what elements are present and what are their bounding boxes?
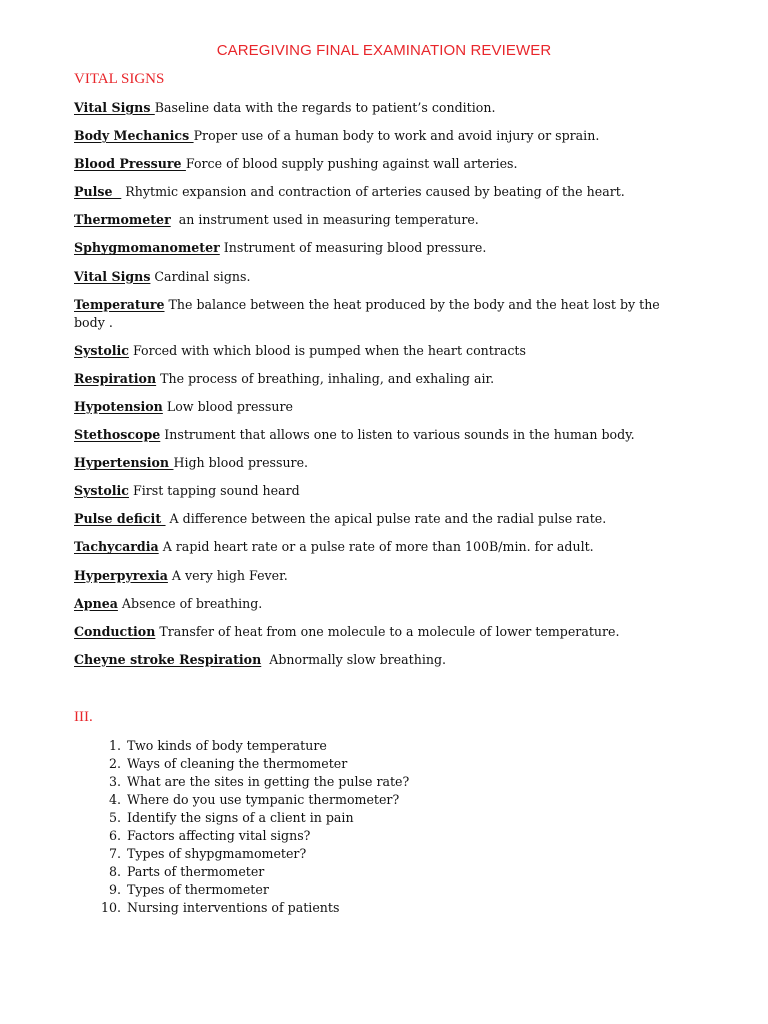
section-heading-vital-signs: VITAL SIGNS xyxy=(74,71,165,87)
definition-entry xyxy=(74,127,694,145)
question-text: Identify the signs of a client in pain xyxy=(127,810,354,825)
definition-text: The process of breathing, inhaling, and exhaling air. xyxy=(156,370,495,386)
question-item xyxy=(95,809,409,827)
question-text: Parts of thermometer xyxy=(127,864,265,879)
question-text: Nursing interventions of patients xyxy=(127,900,340,915)
definition-text: A very high Fever. xyxy=(167,567,288,583)
definition-entry xyxy=(74,239,694,257)
definition-term: Vital Signs xyxy=(74,100,155,115)
definition-text: A rapid heart rate or a pulse rate of more than 100B/min. for adult. xyxy=(158,539,594,555)
question-item xyxy=(95,881,409,899)
definition-term: Hypertension xyxy=(74,455,174,471)
definition-term: Stethoscope xyxy=(74,427,161,443)
definition-term: Respiration xyxy=(74,370,157,386)
questions-list xyxy=(95,737,409,917)
definition-text: Instrument of measuring blood pressure. xyxy=(219,240,487,256)
definition-text: Baseline data with the regards to patient’s condition. xyxy=(154,100,496,115)
definition-term: Apnea xyxy=(74,595,118,611)
definition-text: The balance between the heat produced by the body and the heat lost by the body . xyxy=(74,296,664,330)
definition-term: Sphygmomanometer xyxy=(74,240,220,256)
question-item xyxy=(95,845,409,863)
definition-text: Instrument that allows one to listen to various sounds in the human body. xyxy=(160,427,635,443)
definition-text: Absence of breathing. xyxy=(117,595,263,611)
definition-text: Low blood pressure xyxy=(162,398,293,414)
definition-entry xyxy=(74,99,694,117)
definition-text: Transfer of heat from one molecule to a molecule of lower temperature. xyxy=(155,623,620,639)
question-number: 1. xyxy=(108,738,121,753)
definition-term: Body Mechanics xyxy=(74,128,194,144)
definition-entry xyxy=(74,567,694,585)
definition-term: Hypotension xyxy=(74,398,163,414)
definition-entry xyxy=(74,342,694,360)
question-number: 4. xyxy=(108,792,121,807)
definition-entry xyxy=(74,454,694,472)
question-item xyxy=(95,773,409,791)
question-text: Factors affecting vital signs? xyxy=(127,828,311,843)
definition-entry xyxy=(74,183,694,201)
definition-term: Tachycardia xyxy=(74,539,159,555)
document-title: CAREGIVING FINAL EXAMINATION REVIEWER xyxy=(216,42,552,59)
definition-term: Systolic xyxy=(74,342,129,358)
definition-term: Pulse deficit xyxy=(74,511,166,527)
definition-term: Conduction xyxy=(74,623,156,639)
definitions-list xyxy=(74,99,694,679)
question-item xyxy=(95,737,409,755)
definition-text: High blood pressure. xyxy=(173,455,309,471)
definition-term: Cheyne stroke Respiration xyxy=(74,651,262,667)
definition-term: Blood Pressure xyxy=(74,156,186,172)
section-heading-iii: III. xyxy=(74,709,93,725)
definition-term: Temperature xyxy=(74,296,165,312)
definition-entry xyxy=(74,595,694,613)
definition-text: Proper use of a human body to work and avoid injury or sprain. xyxy=(193,128,600,144)
question-number: 7. xyxy=(108,846,121,861)
definition-term: Systolic xyxy=(74,483,129,499)
definition-text: Force of blood supply pushing against wall arteries. xyxy=(185,156,518,172)
question-text: Ways of cleaning the thermometer xyxy=(127,756,348,771)
question-number: 8. xyxy=(108,864,121,879)
definition-entry xyxy=(74,296,694,332)
definition-text: Rhytmic expansion and contraction of arteries caused by beating of the heart. xyxy=(121,184,625,200)
definition-term: Hyperpyrexia xyxy=(74,567,168,583)
definition-entry xyxy=(74,510,694,528)
question-number: 9. xyxy=(108,882,121,897)
question-text: Two kinds of body temperature xyxy=(127,738,327,753)
question-number: 5. xyxy=(108,810,121,825)
question-item xyxy=(95,827,409,845)
question-text: Types of shypgmamometer? xyxy=(127,846,307,861)
question-number: 6. xyxy=(108,828,121,843)
definition-entry xyxy=(74,482,694,500)
definition-term: Thermometer xyxy=(74,212,171,228)
definition-entry xyxy=(74,155,694,173)
question-item xyxy=(95,755,409,773)
definition-text: Abnormally slow breathing. xyxy=(261,651,447,667)
definition-entry xyxy=(74,651,694,669)
question-text: Where do you use tympanic thermometer? xyxy=(127,792,400,807)
definition-entry xyxy=(74,211,694,229)
definition-entry xyxy=(74,426,694,444)
question-number: 10. xyxy=(100,900,121,915)
definition-text: Forced with which blood is pumped when the heart contracts xyxy=(128,342,526,358)
definition-entry xyxy=(74,268,694,286)
question-item xyxy=(95,863,409,881)
definition-entry xyxy=(74,623,694,641)
definition-term: Vital Signs xyxy=(74,268,151,284)
question-number: 2. xyxy=(108,756,121,771)
definition-term: Pulse xyxy=(74,184,122,200)
definition-text: Cardinal signs. xyxy=(150,268,251,284)
question-item xyxy=(95,899,409,917)
definition-text: First tapping sound heard xyxy=(128,483,300,499)
question-item xyxy=(95,791,409,809)
definition-text: an instrument used in measuring temperature. xyxy=(170,212,479,228)
question-text: What are the sites in getting the pulse rate? xyxy=(127,774,410,789)
question-number: 3. xyxy=(108,774,121,789)
definition-entry xyxy=(74,538,694,556)
definition-entry xyxy=(74,398,694,416)
question-text: Types of thermometer xyxy=(127,882,269,897)
definition-text: A difference between the apical pulse rate and the radial pulse rate. xyxy=(165,511,607,527)
definition-entry xyxy=(74,370,694,388)
